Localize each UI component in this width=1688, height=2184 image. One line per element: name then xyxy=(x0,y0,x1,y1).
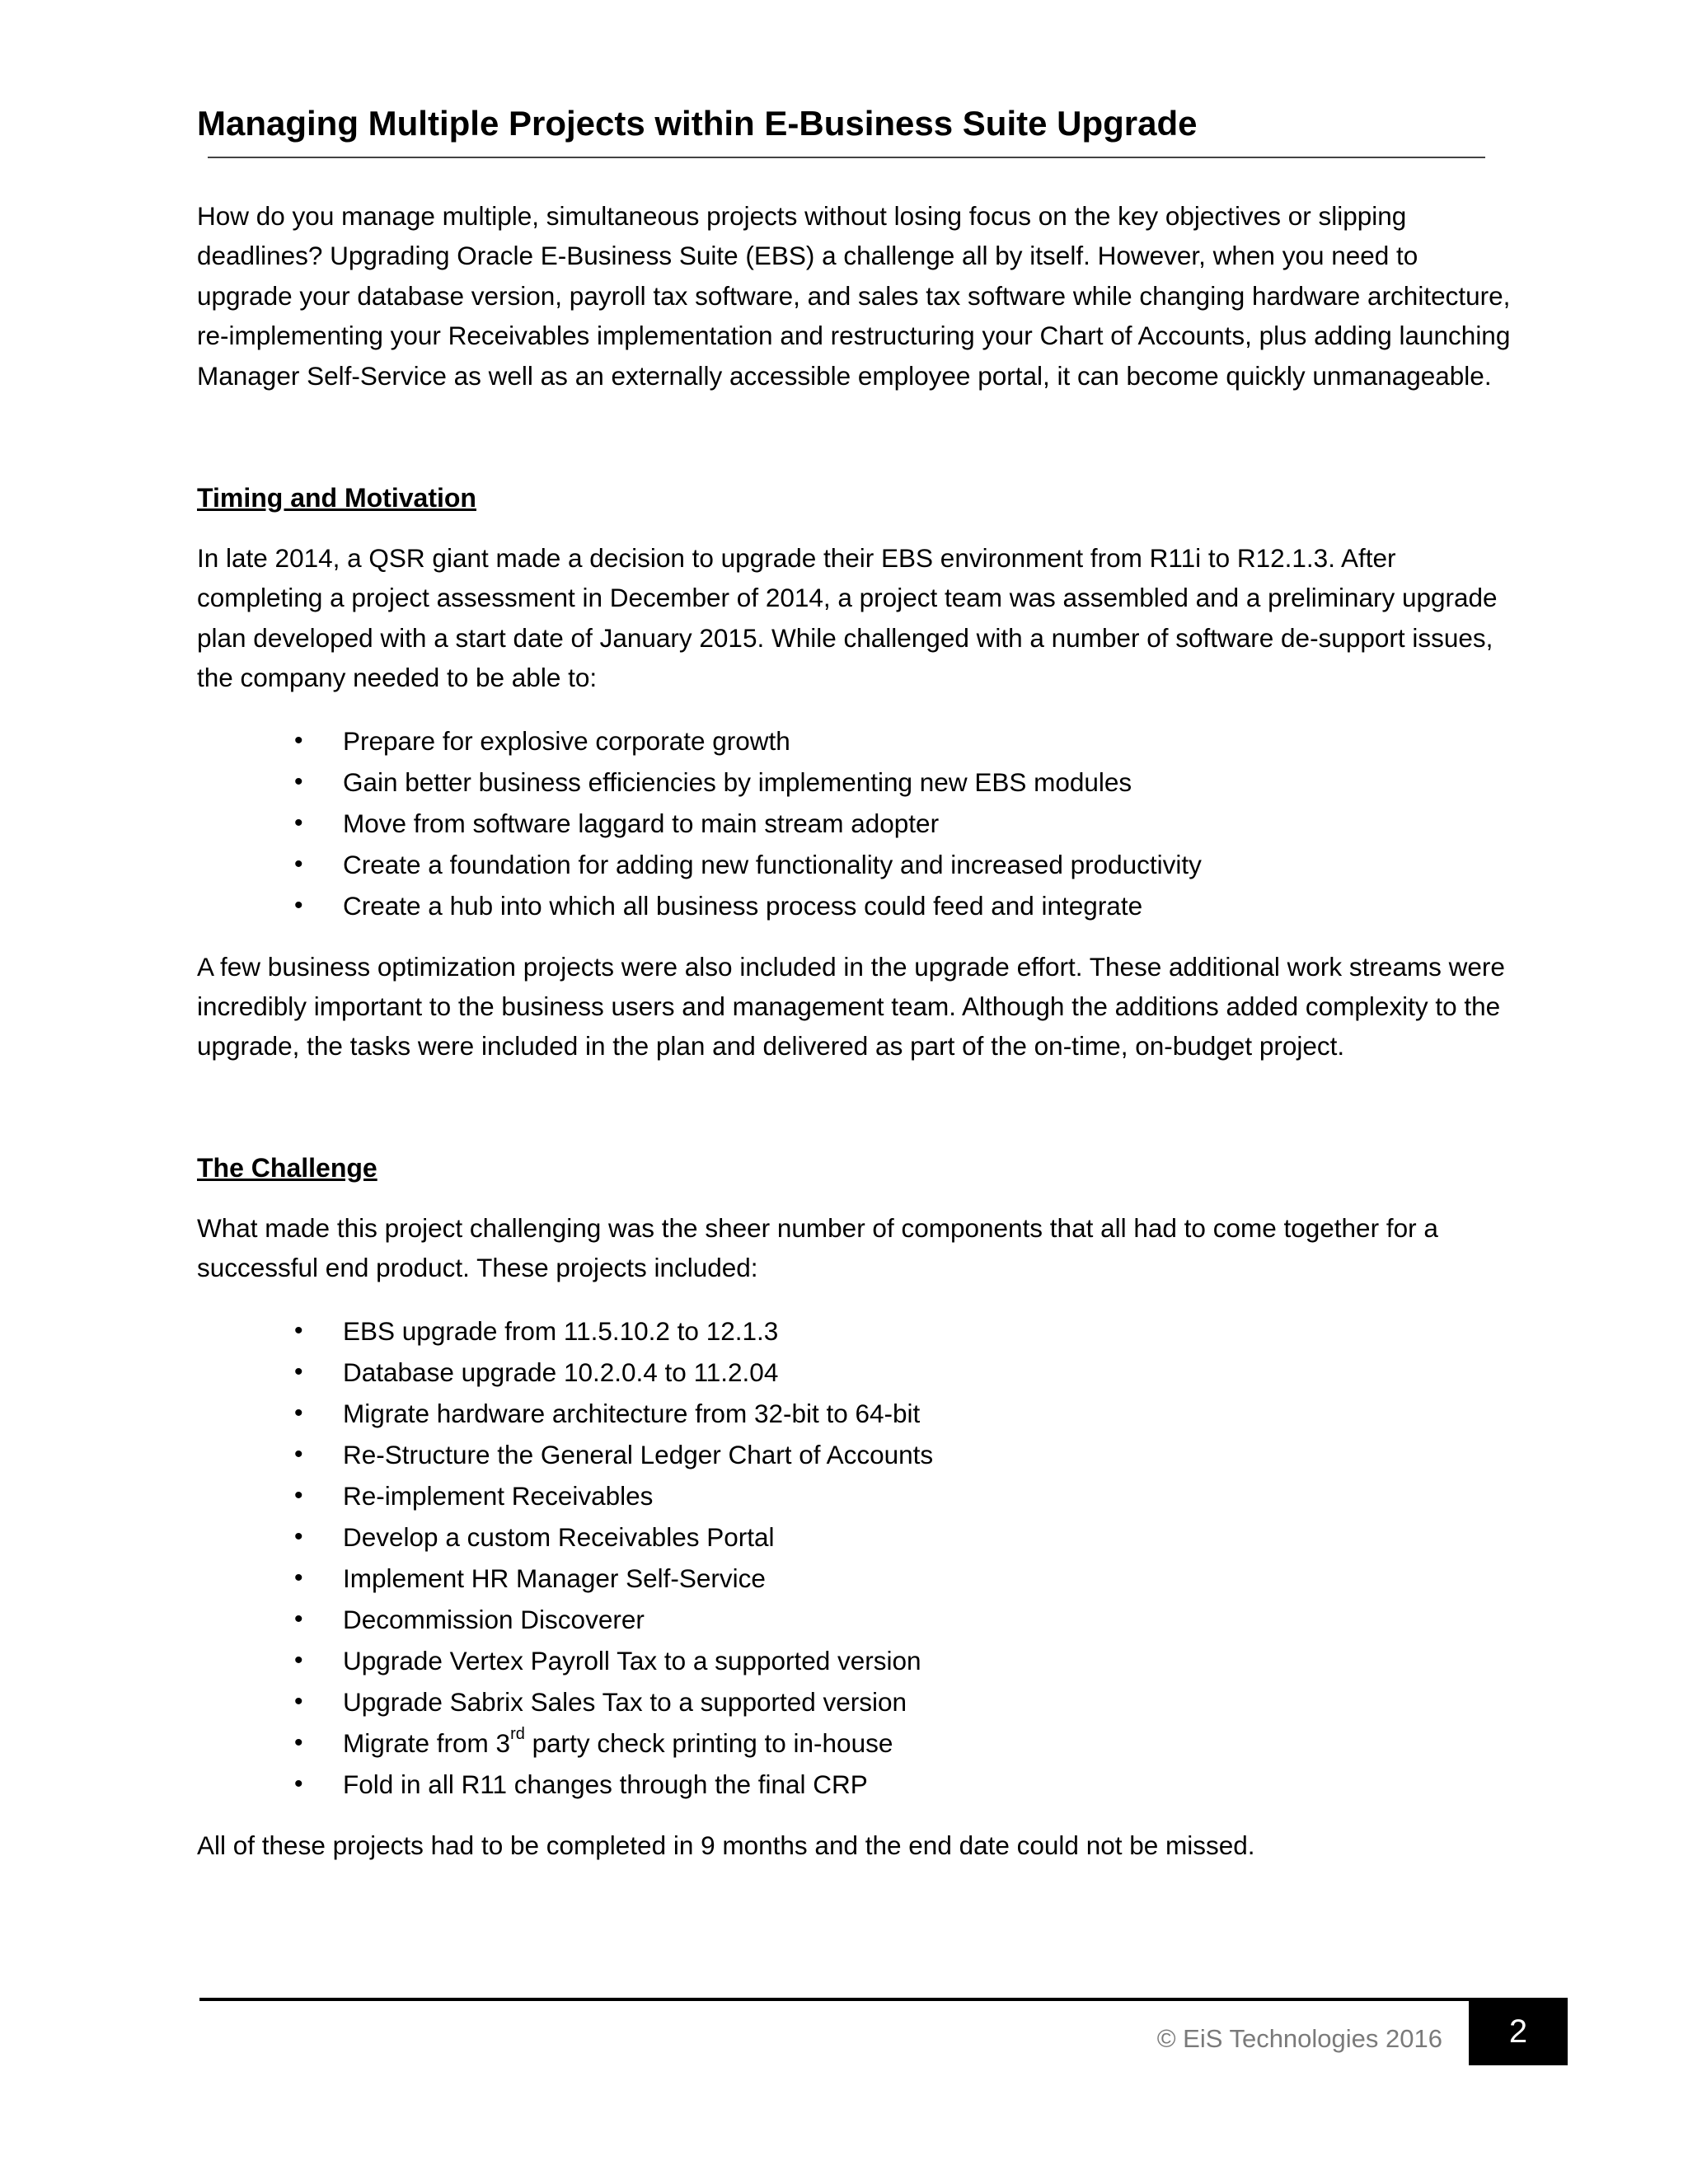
bullet-icon: • xyxy=(294,1728,303,1756)
challenge-paragraph: What made this project challenging was the sheer number of components that all had to come together for a successful end product. These projects included: xyxy=(197,1212,1438,1283)
list-item: • Create a foundation for adding new functionality and increased productivity xyxy=(197,844,1516,885)
list-item: • Fold in all R11 changes through the final CRP xyxy=(197,1764,1516,1805)
list-item: • Re-implement Receivables xyxy=(197,1475,1516,1516)
list-item: • Develop a custom Receivables Portal xyxy=(197,1516,1516,1558)
list-item: • Implement HR Manager Self-Service xyxy=(197,1558,1516,1599)
timing-paragraph: In late 2014, a QSR giant made a decision to upgrade their EBS environment from R11i to R12.1.3. After completing a project assessment in December of 2014, a project team was assembled and a preliminary upgrade plan developed with a start date of January 2015. While challenged with a number of software de-support issues, the company needed to be able to: xyxy=(197,543,1498,693)
projects-list xyxy=(197,1310,1516,1805)
list-item: • EBS upgrade from 11.5.10.2 to 12.1.3 xyxy=(197,1310,1516,1352)
list-item: • Prepare for explosive corporate growth xyxy=(197,720,1516,762)
list-item: • Upgrade Sabrix Sales Tax to a supported version xyxy=(197,1681,1516,1722)
footer-copyright: © EiS Technologies 2016 xyxy=(1156,2024,1442,2053)
bullet-icon: • xyxy=(294,891,303,919)
list-item: • Database upgrade 10.2.0.4 to 11.2.04 xyxy=(197,1352,1516,1393)
title-divider xyxy=(208,157,1485,158)
optimization-paragraph: A few business optimization projects were also included in the upgrade effort. These additional work streams were incredibly important to the business users and management team. Although the additions added complexity to the upgrade, the tasks were included in the plan and delivered as part of the on-time, on-budget project. xyxy=(197,951,1505,1062)
list-item: • Create a hub into which all business process could feed and integrate xyxy=(197,885,1516,926)
bullet-icon: • xyxy=(294,1316,303,1344)
page-number: 2 xyxy=(1508,2013,1528,2050)
bullet-icon: • xyxy=(294,1522,303,1550)
page-title: Managing Multiple Projects within E-Business Suite Upgrade xyxy=(197,104,1198,143)
list-item: • Upgrade Vertex Payroll Tax to a supported version xyxy=(197,1640,1516,1681)
bullet-icon: • xyxy=(294,1399,303,1427)
bullet-icon: • xyxy=(294,726,303,754)
intro-paragraph: How do you manage multiple, simultaneous projects without losing focus on the key objectives or slipping deadlines? Upgrading Oracle E-Business Suite (EBS) a challenge all by itself. However, when you need to upgrade your database version, payroll tax software, and sales tax software while changing hardware architecture, re-implementing your Receivables implementation and restructuring your Chart of Accounts, plus adding launching Manager Self-Service as well as an externally accessible employee portal, it can become quickly unmanageable. xyxy=(197,201,1511,391)
page-number-badge xyxy=(1469,1998,1568,2065)
document-body xyxy=(197,196,1516,1865)
section-heading-timing: Timing and Motivation xyxy=(197,483,476,513)
bullet-icon: • xyxy=(294,1440,303,1468)
closing-paragraph: All of these projects had to be completed in 9 months and the end date could not be missed. xyxy=(197,1830,1255,1860)
bullet-icon: • xyxy=(294,1687,303,1715)
list-item: • Re-Structure the General Ledger Chart of Accounts xyxy=(197,1434,1516,1475)
list-item: • Decommission Discoverer xyxy=(197,1599,1516,1640)
superscript: rd xyxy=(510,1725,525,1744)
list-item: • Migrate from 3rd party check printing to in-house xyxy=(197,1722,1516,1764)
bullet-icon: • xyxy=(294,1357,303,1385)
bullet-icon: • xyxy=(294,850,303,878)
list-item: • Gain better business efficiencies by implementing new EBS modules xyxy=(197,762,1516,803)
section-heading-challenge: The Challenge xyxy=(197,1152,377,1183)
bullet-icon: • xyxy=(294,1605,303,1633)
list-item: • Move from software laggard to main stream adopter xyxy=(197,803,1516,844)
bullet-icon: • xyxy=(294,1563,303,1591)
footer-divider xyxy=(199,1998,1469,2001)
bullet-icon: • xyxy=(294,808,303,837)
motivation-list xyxy=(197,720,1516,926)
bullet-icon: • xyxy=(294,1646,303,1674)
bullet-icon: • xyxy=(294,1769,303,1797)
bullet-icon: • xyxy=(294,1481,303,1509)
bullet-icon: • xyxy=(294,767,303,795)
list-item: • Migrate hardware architecture from 32-bit to 64-bit xyxy=(197,1393,1516,1434)
